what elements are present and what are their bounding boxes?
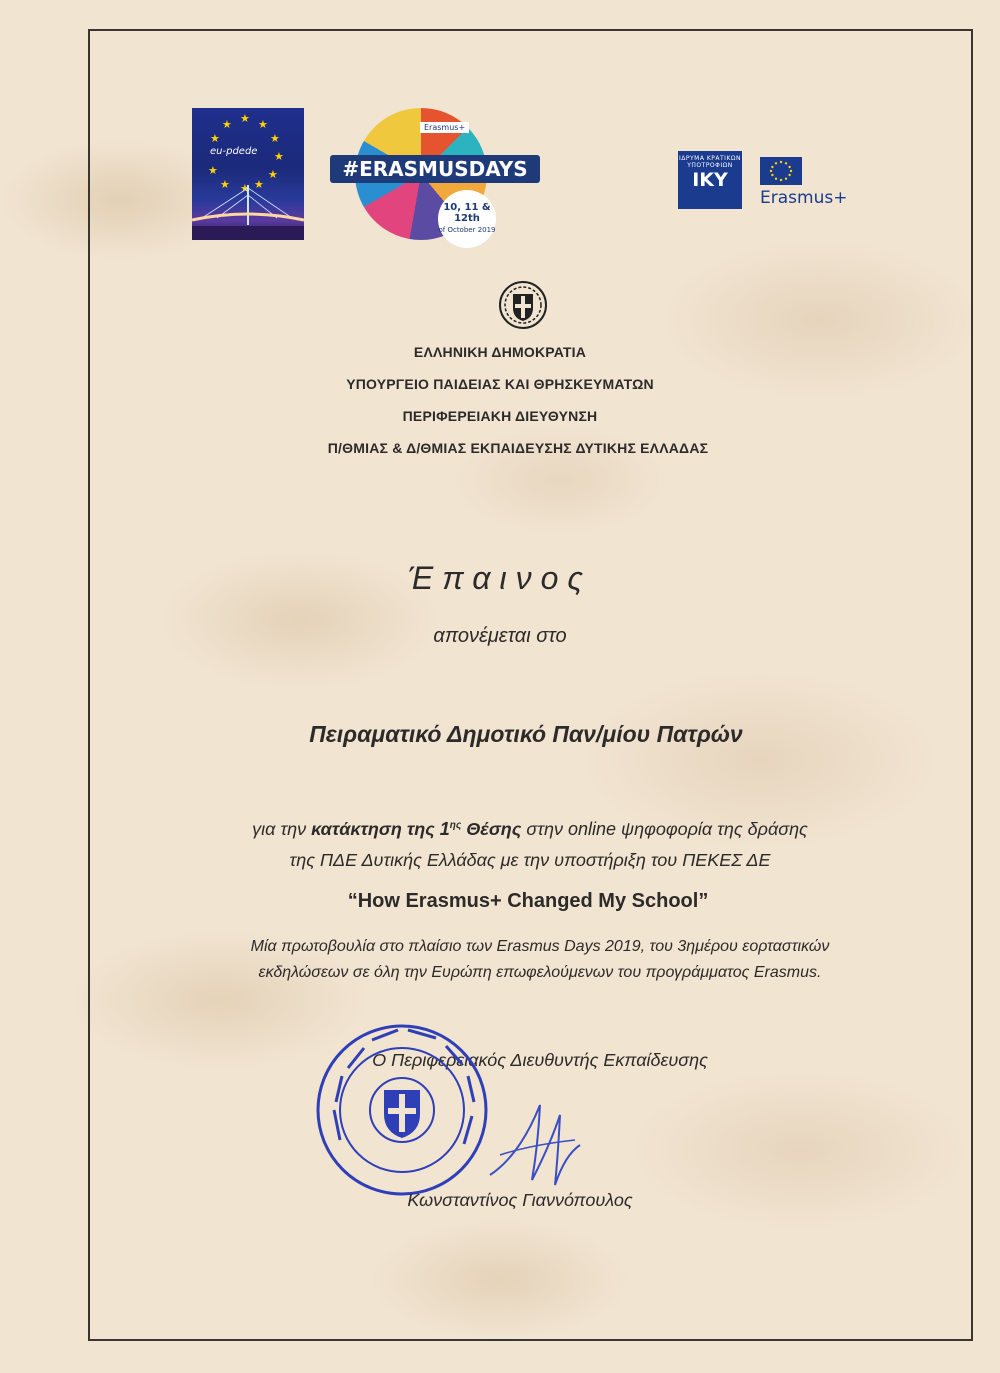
initiative-line-2: εκδηλώσεων σε όλη την Ευρώπη επωφελούμενων του προγράμματος Erasmus. <box>258 964 822 981</box>
signatory-role: Ο Περιφερειακός Διευθυντής Εκπαίδευσης <box>372 1050 708 1070</box>
award-reason-ordinal: ης <box>449 820 462 831</box>
award-reason-context: στην online ψηφοφορία της δράσης <box>521 819 808 839</box>
eu-bridge-logo-icon <box>192 180 304 240</box>
header-line-4: Π/ΘΜΙΑΣ & Δ/ΘΜΙΑΣ ΕΚΠΑΙΔΕΥΣΗΣ ΔΥΤΙΚΗΣ ΕΛΛΑΔΑΣ <box>327 440 709 456</box>
erasmus-plus-label: Erasmus+ <box>760 188 848 208</box>
header-line-3: ΠΕΡΙΦΕΡΕΙΑΚΗ ΔΙΕΥΘΥΝΣΗ <box>402 408 598 424</box>
official-stamp <box>312 1020 492 1200</box>
iky-small-text: ΙΔΡΥΜΑ ΚΡΑΤΙΚΩΝ ΥΠΟΤΡΟΦΙΩΝ <box>679 155 741 169</box>
erasmusdays-dates <box>438 190 496 248</box>
award-reason-line-2: της ΠΔΕ Δυτικής Ελλάδας με την υποστήριξη του ΠΕΚΕΣ ΔΕ <box>289 850 771 870</box>
award-reason-place: Θέσης <box>461 819 522 839</box>
eu-pdede-logo: ★ ★ ★ ★ ★ ★ ★ ★ ★ ★ ★ eu-pdede <box>192 108 304 240</box>
action-title: “How Erasmus+ Changed My School” <box>347 890 709 912</box>
signatory-name: Κωνσταντίνος Γιαννόπουλος <box>407 1190 633 1210</box>
header-line-1: ΕΛΛΗΝΙΚΗ ΔΗΜΟΚΡΑΤΙΑ <box>413 344 587 360</box>
award-reason-line-1 <box>30 819 1000 840</box>
page-title: Έπαινος <box>408 560 592 596</box>
iky-logo <box>678 151 742 209</box>
erasmusdays-logo <box>330 108 540 248</box>
greek-coat-of-arms-icon <box>498 280 548 330</box>
eu-pdede-text: eu-pdede <box>210 146 258 157</box>
iky-big-text: IKY <box>692 169 728 191</box>
award-reason-achievement: κατάκτηση της 1 <box>311 819 450 839</box>
erasmusdays-month: of October 2019 <box>438 226 496 234</box>
award-reason-intro: για την <box>252 819 312 839</box>
eu-flag-icon <box>760 157 802 185</box>
handwritten-signature <box>480 1085 590 1195</box>
recipient-name: Πειραματικό Δημοτικό Παν/μίου Πατρών <box>309 721 743 747</box>
initiative-line-1: Μία πρωτοβουλία στο πλαίσιο των Erasmus Days 2019, του 3ημέρου εορταστικών <box>250 938 830 955</box>
erasmusdays-banner: #ERASMUSDAYS <box>330 155 540 183</box>
header-line-2: ΥΠΟΥΡΓΕΙΟ ΠΑΙΔΕΙΑΣ ΚΑΙ ΘΡΗΣΚΕΥΜΑΤΩΝ <box>346 376 654 392</box>
erasmusdays-date-range: 10, 11 & 12th <box>443 202 491 224</box>
page-subtitle: απονέμεται στο <box>433 625 567 647</box>
erasmusdays-tag: Erasmus+ <box>420 122 469 133</box>
erasmus-plus-logo <box>760 157 870 207</box>
